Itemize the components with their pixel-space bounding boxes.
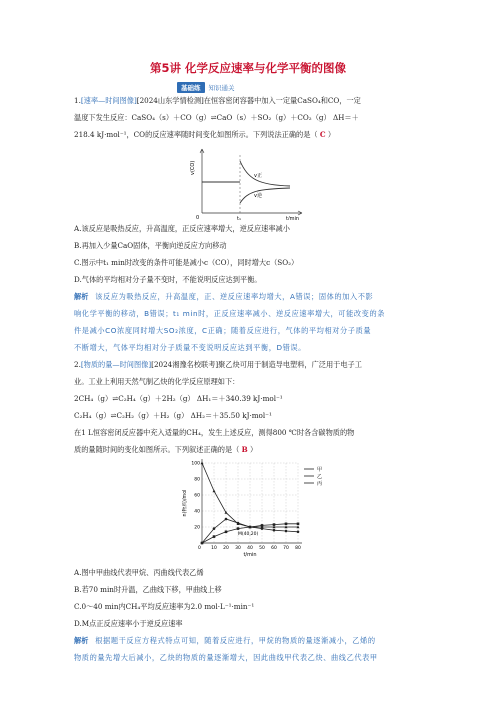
q2-analysis-label: 解析: [74, 636, 89, 645]
q2-option-b: B.若70 min时升温，乙曲线下移，甲曲线上移: [74, 585, 222, 594]
q1-option-b: B.再加入少量CaO固体，平衡向逆反应方向移动: [74, 241, 227, 250]
q1-v-forward-curve: [240, 161, 290, 186]
tag-label: 知识通关: [208, 84, 235, 92]
q1-t1-label: t₁: [237, 216, 241, 220]
q1-v-forward-label: v正: [254, 173, 262, 179]
q1-v-reverse-curve: [240, 188, 290, 203]
q1-analysis-line-3: 件是减小CO浓度同时增大SO₂浓度，C正确；随着反应进行，气体的平均相对分子质量: [74, 326, 372, 335]
q1-stem-line-1: [74, 96, 424, 106]
data-point: [261, 527, 264, 530]
data-point: [225, 531, 228, 534]
q2-stem-line-2: 业。工业上利用天然气制乙炔的化学反应原理如下：: [74, 377, 240, 386]
q2-option-d: D.M点正反应速率小于逆反应速率: [74, 619, 183, 628]
x-tick-label: 80: [295, 546, 301, 551]
q2-stem-line-4: [74, 445, 424, 455]
x-tick-label: 70: [283, 546, 289, 551]
q1-origin-label: 0: [196, 215, 200, 220]
q1-x-label: t/min: [286, 216, 300, 220]
q2-source: [物质的量—时间图像]: [80, 360, 152, 369]
q1-stem-1: [2024山东学情检测]在恒容密闭容器中加入一定量CaSO₄和CO，一定: [136, 96, 361, 105]
q1-option-c: C.图示中t₁ min时改变的条件可能是减小c（CO），同时增大c（SO₂）: [74, 258, 299, 267]
q1-analysis-line-2: 响化学平衡的移动，B错误；t₁ min时，正反应速率减小、逆反应速率增大，可能改变的条: [74, 309, 386, 318]
x-tick-label: 20: [223, 546, 229, 551]
q2-amount-time-chart: [180, 455, 340, 565]
y-tick-label: 20: [194, 525, 200, 531]
y-tick-label: 80: [194, 477, 200, 483]
q1-answer: C: [319, 130, 326, 139]
y-tick-label: 60: [194, 493, 200, 499]
q1-stem-line-3: [74, 130, 424, 140]
q1-stem-line-2: 温度下发生反应：CaSO₄（s）＋CO（g）⇌CaO（s）＋SO₂（g）＋CO₂（g） ΔH＝＋: [74, 113, 359, 122]
q2-stem-4-end: ）: [247, 445, 258, 454]
q1-rate-graph: [190, 145, 310, 220]
data-point: [297, 531, 300, 534]
q2-analysis-1: 根据题干反应方程式特点可知，随着反应进行，甲烷的物质的量逐渐减小，乙烯的: [95, 636, 376, 645]
x-tick-label: 10: [211, 546, 217, 551]
x-tick-label: 40: [247, 546, 253, 551]
q1-option-d: D.气体的平均相对分子量不变时，不能说明反应达到平衡。: [74, 275, 262, 284]
legend-label: 甲: [317, 466, 323, 473]
data-point: [285, 530, 288, 533]
q2-analysis-line-1: [74, 636, 424, 646]
q1-source: [速率—时间图像]: [80, 96, 137, 105]
annotation-m: M(40,20): [238, 532, 259, 537]
q2-stem-1: [2024湘豫名校联考]聚乙炔可用于制造导电塑料，广泛用于电子工: [151, 360, 362, 369]
x-tick-label: 50: [259, 546, 265, 551]
q2-analysis-line-2: 物质的量先增大后减小，乙炔的物质的量逐渐增大，因此曲线甲代表乙炔、曲线乙代表甲: [74, 653, 378, 662]
x-tick-label: 60: [271, 546, 277, 551]
data-point: [201, 542, 204, 545]
q1-stem-3-end: ）: [325, 130, 336, 139]
q2-number: 2.: [74, 360, 81, 369]
q1-v-reverse-label: v逆: [254, 193, 262, 199]
q1-analysis-1: 该反应为吸热反应，升高温度，正、逆反应速率均增大，A错误；固体的加入不影: [95, 292, 374, 301]
q2-equation-2: C₂H₄（g）⇌C₂H₂（g）＋H₂（g） ΔH₂＝＋35.50 kJ·mol⁻¹: [74, 411, 272, 420]
x-tick-label: 30: [235, 546, 241, 551]
data-point: [213, 527, 216, 530]
y-tick-label: 40: [194, 509, 200, 515]
data-point: [201, 461, 204, 464]
page-title: 第5讲 化学反应速率与化学平衡的图像: [149, 61, 346, 75]
data-point: [237, 527, 240, 530]
data-point: [213, 535, 216, 538]
q2-answer: B: [241, 445, 248, 454]
q1-analysis-label: 解析: [74, 292, 89, 301]
q1-analysis-line-4: 不断增大，气体平均相对分子质量不变说明反应达到平衡，D错误。: [74, 343, 306, 352]
data-point: [213, 489, 216, 492]
tag-badge: 基础练: [177, 82, 205, 93]
y-axis-label: n(物质)/mol: [183, 489, 188, 517]
data-point: [285, 523, 288, 526]
data-point: [297, 523, 300, 526]
y-tick-label: 100: [191, 461, 200, 467]
q1-analysis-line-1: [74, 292, 424, 302]
section-tag: [177, 82, 235, 93]
q2-option-c: C.0～40 min内CH₄平均反应速率为2.0 mol·L⁻¹·min⁻¹: [74, 602, 255, 611]
data-point: [273, 529, 276, 532]
legend-label: 丙: [317, 480, 323, 487]
q2-stem-line-1: [74, 360, 424, 370]
q2-option-a: A.图中甲曲线代表甲烷、丙曲线代表乙烯: [74, 568, 204, 577]
origin-label: 0: [198, 546, 201, 551]
data-point: [249, 526, 252, 529]
q1-stem-3: 218.4 kJ·mol⁻¹，CO的反应速率随时间变化如图所示。下列说法正确的是（: [74, 130, 320, 139]
x-axis-label: t/min: [243, 552, 257, 558]
q2-stem-line-3: 在1 L恒容密闭反应器中充入适量的CH₄，发生上述反应，测得800 ℃时各含碳物质的物: [74, 428, 355, 437]
q1-number: 1.: [74, 96, 81, 105]
data-point: [237, 522, 240, 525]
q1-y-label: v(CO): [190, 160, 196, 175]
q1-option-a: A.该反应是吸热反应，升高温度，正反应速率增大，逆反应速率减小: [74, 224, 290, 233]
q2-stem-4: 质的量随时间的变化如图所示。下列叙述正确的是（: [74, 445, 242, 454]
legend-label: 乙: [317, 473, 323, 480]
q2-equation-1: 2CH₄（g）⇌C₂H₄（g）＋2H₂（g） ΔH₁＝＋340.39 kJ·mol⁻¹: [74, 394, 283, 403]
data-point: [225, 518, 228, 521]
